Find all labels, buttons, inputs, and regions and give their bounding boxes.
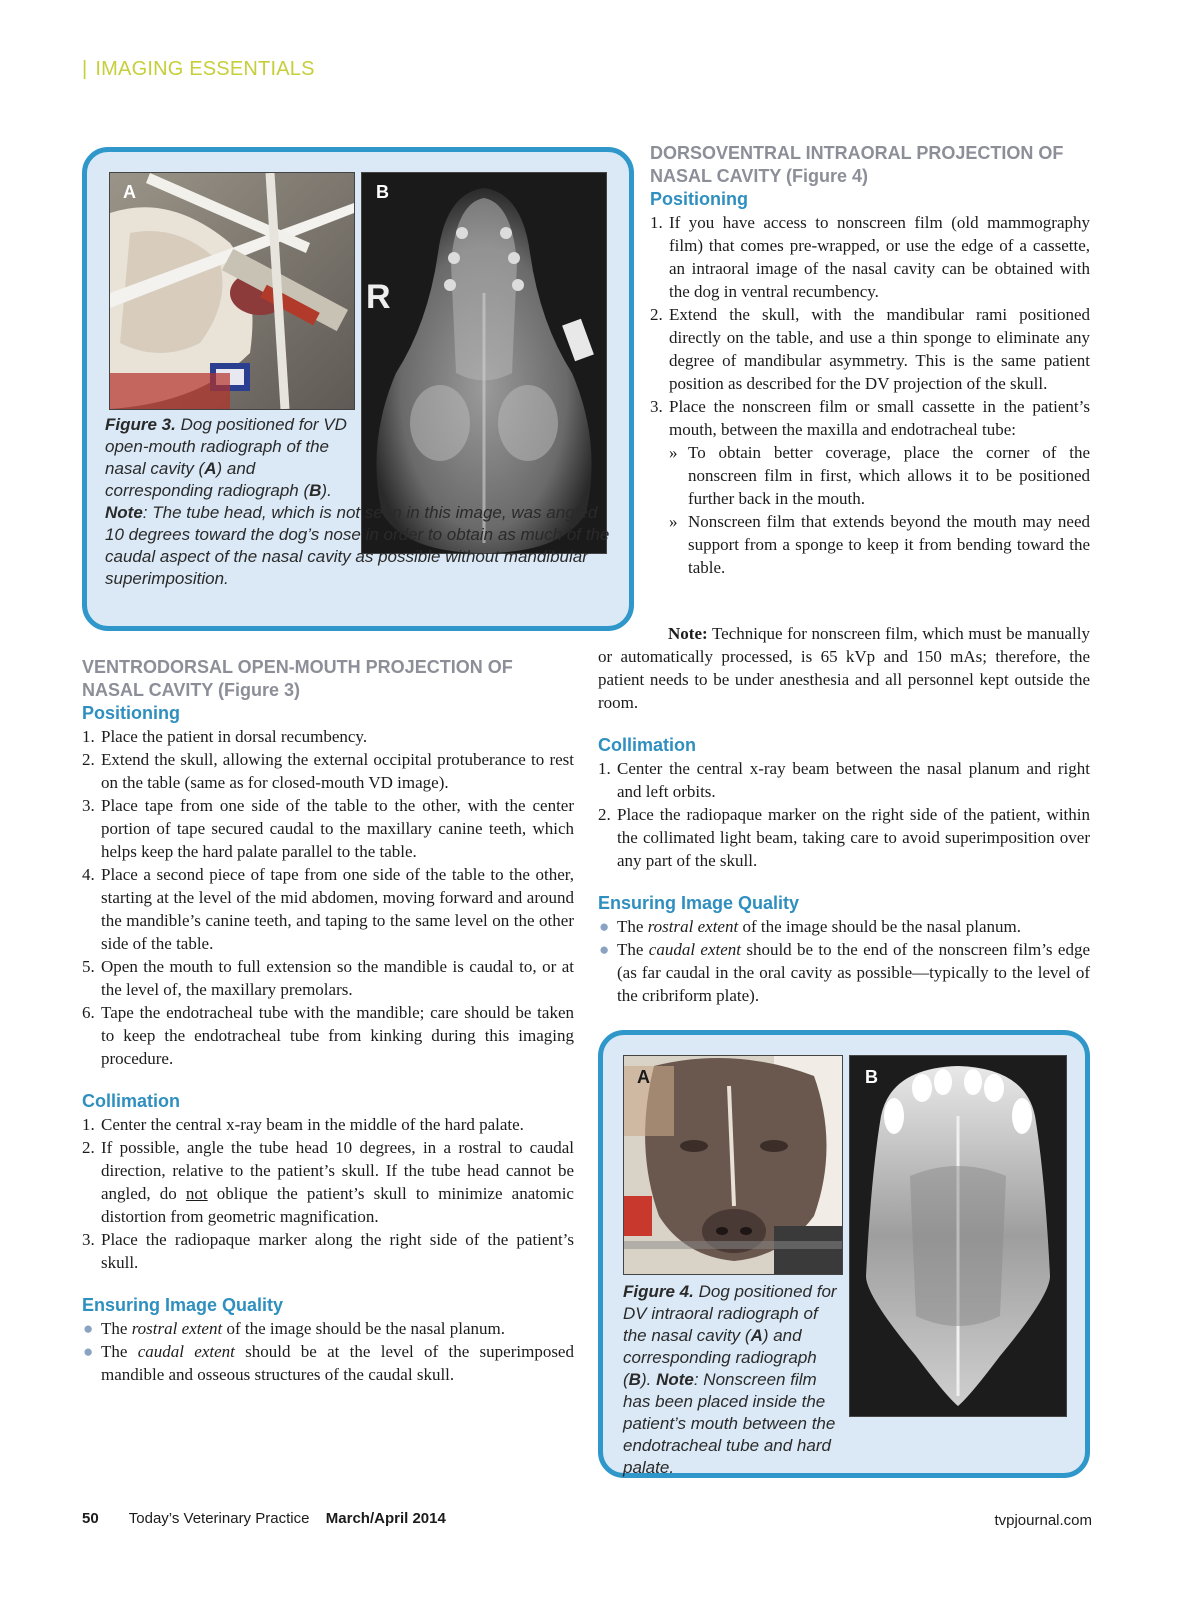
- dv-section: [650, 142, 1090, 579]
- dv-collimation-heading: Collimation: [598, 735, 696, 755]
- vd-quality-list: [82, 1317, 574, 1386]
- list-item: 6. Tape the endotracheal tube with the mandible; care should be taken to keep the endotracheal tube from kinking during this imaging procedure.: [82, 1003, 574, 1068]
- running-head-bar: |: [82, 58, 88, 80]
- dv-positioning-1: If you have access to nonscreen film (old mammography film) that comes pre-wrapped, or use the edge of a cassette, an intraoral image of the nasal cavity can be obtained with the dog in ventral recumbency.: [669, 213, 1090, 301]
- dv-sub-2: Nonscreen film that extends beyond the mouth may need support from a sponge to keep it from bending toward the table.: [688, 512, 1090, 577]
- vd-title: VENTRODORSAL OPEN-MOUTH PROJECTION OF NASAL CAVITY (Figure 3): [82, 657, 513, 700]
- vd-positioning-3: Place tape from one side of the table to the other, with the center portion of tape secured caudal to the maxillary canine teeth, which helps keep the hard palate parallel to the table.: [101, 796, 574, 861]
- list-item: 5. Open the mouth to full extension so the mandible is caudal to, or at the level of, the maxillary premolars.: [82, 957, 574, 999]
- dv-section-lower: [598, 734, 1090, 1007]
- vd-positioning-2: Extend the skull, allowing the external occipital protuberance to rest on the table (same as for closed-mouth VD image).: [101, 750, 574, 792]
- list-item: 2. Extend the skull, with the mandibular rami positioned directly on the table, and use a thin sponge to eliminate any degree of mandibular asymmetry. This is the same patient position as described for the DV projection of the skull.: [650, 305, 1090, 393]
- vd-collimation-2-emphasis: not: [185, 1184, 208, 1203]
- figure-4-note-text: : Nonscreen film has been placed inside the patient’s mouth between the endotracheal tube and hard palate.: [623, 1370, 836, 1477]
- figure-4-panel-b-label: B: [865, 1067, 878, 1087]
- figure-3-caption-text-1: Dog positioned for VD open-mouth radiograph of the nasal cavity (: [105, 415, 347, 478]
- vd-positioning-list: [82, 725, 574, 1070]
- figure-3-marker-r: R: [366, 278, 391, 316]
- figure-4-note-label: Note: [656, 1370, 694, 1389]
- dv-quality-2-emphasis: caudal extent: [648, 940, 741, 959]
- figure-3-panel-b-label: B: [376, 182, 389, 202]
- dv-sub-1: To obtain better coverage, place the corner of the nonscreen film in first, which allows it to be positioned further back in the mouth.: [688, 443, 1090, 508]
- list-item: ● The rostral extent of the image should be the nasal planum.: [599, 917, 1021, 936]
- figure-3-panel-a-label: A: [123, 182, 136, 202]
- list-item: 2. Place the radiopaque marker on the right side of the patient, within the collimated light beam, taking care to avoid superimposition over any part of the skull.: [598, 805, 1090, 870]
- vd-collimation-list: [82, 1113, 574, 1274]
- figure-4-caption-ref-a: A: [750, 1326, 763, 1345]
- dv-positioning-list: [650, 211, 1090, 579]
- list-item: 3. Place the radiopaque marker along the right side of the patient’s skull.: [82, 1230, 574, 1272]
- vd-quality-1-emphasis: rostral extent: [131, 1319, 223, 1338]
- dv-collimation-2: Place the radiopaque marker on the right side of the patient, within the collimated light beam, taking care to avoid superimposition over any part of the skull.: [617, 805, 1090, 870]
- vd-collimation-3: Place the radiopaque marker along the right side of the patient’s skull.: [101, 1230, 574, 1272]
- list-item: 3. Place the nonscreen film or small cassette in the patient’s mouth, between the maxilla and endotracheal tube: » To obtain better coverage, place the corner of the nonscreen film in first, which allows it to be positioned further back in the mouth. » Nonscreen film that extends beyond the mouth may need support from a sponge to keep it from bending toward the table.: [650, 397, 1090, 577]
- figure-3-caption-ref-b: B: [309, 481, 322, 500]
- dv-positioning-2: Extend the skull, with the mandibular rami positioned directly on the table, and use a thin sponge to eliminate any degree of mandibular asymmetry. This is the same patient position as described for the DV projection of the skull.: [669, 305, 1090, 393]
- list-item: » Nonscreen film that extends beyond the mouth may need support from a sponge to keep it from bending toward the table.: [669, 512, 1090, 577]
- figure-3-caption-ref-a: A: [204, 459, 217, 478]
- list-item: ● The caudal extent should be to the end of the nonscreen film’s edge (as far caudal in the oral cavity as possible—typically to the level of the cribriform plate).: [599, 940, 1090, 1005]
- list-item: 1. Place the patient in dorsal recumbency.: [82, 727, 368, 746]
- dv-positioning-heading: Positioning: [650, 189, 748, 209]
- figure-4-photo-a: [623, 1055, 843, 1275]
- dv-note: [598, 622, 1090, 714]
- footer-website[interactable]: tvpjournal.com: [994, 1512, 1092, 1529]
- vd-positioning-1: Place the patient in dorsal recumbency.: [101, 727, 368, 746]
- vd-positioning-6: Tape the endotracheal tube with the mandible; care should be taken to keep the endotracheal tube from kinking during this imaging procedure.: [101, 1003, 574, 1068]
- vd-positioning-5: Open the mouth to full extension so the mandible is caudal to, or at the level of, the maxillary premolars.: [101, 957, 574, 999]
- dv-note-text: Technique for nonscreen film, which must be manually or automatically processed, is 65 kVp and 150 mAs; therefore, the patient needs to be under anesthesia and all personnel kept outside the room.: [598, 624, 1090, 712]
- figure-3-caption-text-2: ) and corresponding radiograph (: [105, 459, 310, 500]
- figure-3-caption-text-3: ).: [321, 481, 332, 500]
- list-item: 1. Center the central x-ray beam in the middle of the hard palate.: [82, 1115, 524, 1134]
- dv-note-label: Note:: [668, 624, 708, 643]
- vd-collimation-heading: Collimation: [82, 1091, 180, 1111]
- vd-collimation-1: Center the central x-ray beam in the middle of the hard palate.: [101, 1115, 524, 1134]
- dv-collimation-list: [598, 757, 1090, 872]
- list-item: 2. If possible, angle the tube head 10 degrees, in a rostral to caudal direction, relative to the patient’s skull. If the tube head cannot be angled, do not oblique the patient’s skull to minimize anatomic distortion from geometric magnification.: [82, 1138, 574, 1226]
- figure-3-note-label: Note: [105, 503, 143, 522]
- figure-4-caption: [623, 1281, 953, 1479]
- dv-quality-heading: Ensuring Image Quality: [598, 893, 800, 913]
- dv-collimation-1: Center the central x-ray beam between the nasal planum and right and left orbits.: [617, 759, 1090, 801]
- list-item: 1. Center the central x-ray beam between the nasal planum and right and left orbits.: [598, 759, 1090, 801]
- issue-date: March/April 2014: [325, 1510, 446, 1527]
- list-item: 3. Place tape from one side of the table to the other, with the center portion of tape secured caudal to the maxillary canine teeth, which helps keep the hard palate parallel to the table.: [82, 796, 574, 861]
- vd-positioning-4: Place a second piece of tape from one side of the table to the other, starting at the level of the mid abdomen, moving forward and around the mandible’s canine teeth, and taping to the same level on the other side of the table.: [101, 865, 574, 953]
- figure-4-caption-text-2: ) and corresponding radiograph (: [623, 1326, 817, 1389]
- figure-4-caption-text-1: Dog positioned for DV intraoral radiograph of the nasal cavity (: [623, 1282, 837, 1345]
- dv-positioning-3: Place the nonscreen film or small cassette in the patient’s mouth, between the maxilla and endotracheal tube:: [669, 397, 1090, 439]
- dv-title: DORSOVENTRAL INTRAORAL PROJECTION OF NASAL CAVITY (Figure 4): [650, 143, 1064, 186]
- figure-3-photo-a: [109, 172, 355, 410]
- figure-4-panel-a-label: A: [637, 1067, 650, 1087]
- list-item: 2. Extend the skull, allowing the external occipital protuberance to rest on the table (same as for closed-mouth VD image).: [82, 750, 574, 792]
- vd-collimation-2b: oblique the patient’s skull to minimize anatomic distortion from geometric magnification.: [101, 1184, 574, 1226]
- figure-4-caption-ref-b: B: [628, 1370, 641, 1389]
- figure-3-note-text: : The tube head, which is not seen in this image, was angled 10 degrees toward the dog’s nose in order to obtain as much of the caudal aspect of the nasal cavity as possible without mandibular superimposition.: [105, 503, 610, 588]
- list-item: ● The rostral extent of the image should be the nasal planum.: [83, 1319, 505, 1338]
- dv-quality-list: [598, 915, 1090, 1007]
- figure-3-label: Figure 3.: [105, 415, 176, 434]
- figure-4-label: Figure 4.: [623, 1282, 694, 1301]
- list-item: 4. Place a second piece of tape from one side of the table to the other, starting at the level of the mid abdomen, moving forward and around the mandible’s canine teeth, and taping to the same level on the other side of the table.: [82, 865, 574, 953]
- figure-3-caption: [105, 414, 617, 590]
- page-number: 50: [82, 1510, 99, 1527]
- vd-quality-2-emphasis: caudal extent: [137, 1342, 235, 1361]
- vd-collimation-2a: If possible, angle the tube head 10 degrees, in a rostral to caudal direction, relative to the patient’s skull. If the tube head cannot be angled, do: [101, 1138, 574, 1203]
- vd-section: [82, 656, 574, 1386]
- running-head: [82, 58, 315, 81]
- vd-positioning-heading: Positioning: [82, 703, 180, 723]
- figure-4-box: [598, 1030, 1090, 1478]
- vd-quality-heading: Ensuring Image Quality: [82, 1295, 284, 1315]
- figure-4-caption-text-3: ).: [640, 1370, 652, 1389]
- dv-positioning-sublist: [669, 441, 1090, 579]
- dv-quality-1-emphasis: rostral extent: [647, 917, 739, 936]
- list-item: ● The caudal extent should be at the level of the superimposed mandible and osseous structures of the caudal skull.: [83, 1342, 574, 1384]
- list-item: » To obtain better coverage, place the corner of the nonscreen film in first, which allows it to be positioned further back in the mouth.: [669, 443, 1090, 508]
- footer-left: [82, 1510, 446, 1527]
- figure-3-box: [82, 147, 634, 631]
- list-item: 1. If you have access to nonscreen film (old mammography film) that comes pre-wrapped, or use the edge of a cassette, an intraoral image of the nasal cavity can be obtained with the dog in ventral recumbency.: [650, 213, 1090, 301]
- publication-name: Today’s Veterinary Practice: [128, 1510, 310, 1527]
- section-label: IMAGING ESSENTIALS: [95, 58, 315, 80]
